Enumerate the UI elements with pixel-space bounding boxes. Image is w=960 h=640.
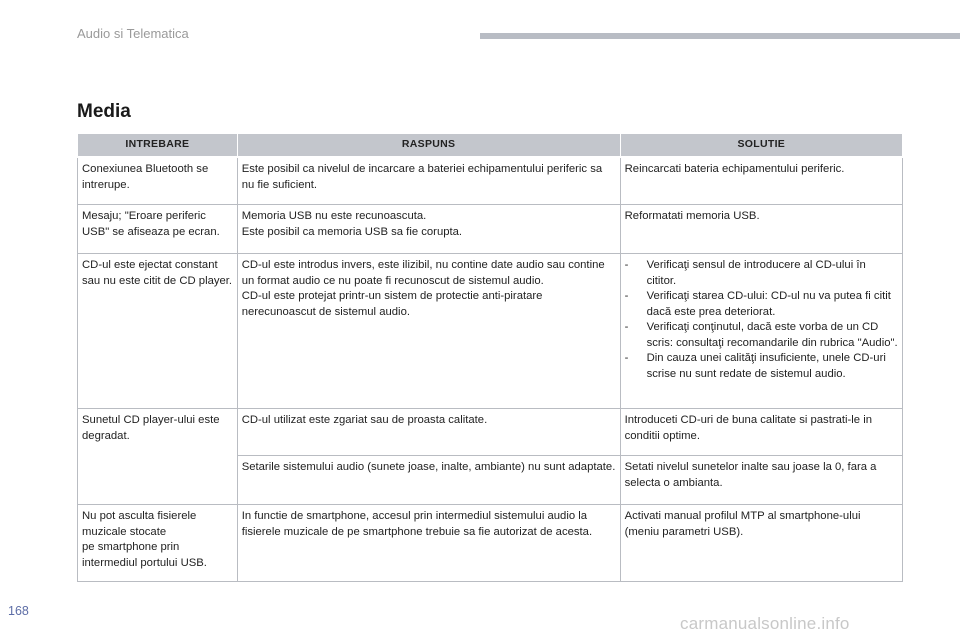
question-cell: Conexiunea Bluetooth se intrerupe.	[78, 157, 238, 205]
question-line: Nu pot asculta fisierele muzicale stocate	[82, 510, 197, 538]
solution-cell: Activati manual profilul MTP al smartphone-ului (meniu parametri USB).	[620, 505, 902, 582]
bullet-marker: -	[624, 321, 629, 333]
solution-bullet	[625, 351, 898, 382]
bullet-text: Din cauza unei calităţi insuficiente, unele CD-uri scrise nu sunt redate de sistemul audio.	[646, 352, 886, 380]
solution-cell: Introduceti CD-uri de buna calitate si pastrati-le in conditii optime.	[620, 409, 902, 456]
table-row	[78, 157, 903, 205]
answer-cell: CD-ul utilizat este zgariat sau de proasta calitate.	[237, 409, 620, 456]
answer-line: Memoria USB nu este recunoascuta.	[241, 210, 427, 222]
column-header-solution: SOLUTIE	[620, 134, 902, 158]
column-header-answer: RASPUNS	[237, 134, 620, 158]
header-section-title: Audio si Telematica	[77, 26, 189, 41]
question-line: pe smartphone prin intermediul portului USB.	[82, 541, 207, 569]
question-cell: Mesaju; "Eroare periferic USB" se afiseaza pe ecran.	[78, 205, 238, 254]
question-cell: Sunetul CD player-ului este degradat.	[78, 409, 238, 505]
page-title: Media	[77, 101, 131, 122]
solution-cell: Reformatati memoria USB.	[620, 205, 902, 254]
question-cell: CD-ul este ejectat constant sau nu este citit de CD player.	[78, 254, 238, 409]
table-row	[78, 409, 903, 456]
bullet-text: Verificaţi conţinutul, dacă este vorba de un CD scris: consultaţi recomandarile din rubrica "Audio".	[646, 321, 898, 349]
table-row	[78, 254, 903, 409]
solution-bullet	[625, 320, 898, 351]
answer-cell	[237, 205, 620, 254]
answer-line: CD-ul este introdus invers, este ilizibil, nu contine date audio sau contine un format audio ce nu poate fi recunoscut de sistemul audio.	[241, 259, 605, 287]
bullet-text: Verificaţi starea CD-ului: CD-ul nu va putea fi citit dacă este prea deteriorat.	[646, 290, 891, 318]
answer-cell	[237, 254, 620, 409]
column-header-question: INTREBARE	[78, 134, 238, 158]
solution-cell	[620, 254, 902, 409]
solution-bullet	[625, 289, 898, 320]
question-cell	[78, 505, 238, 582]
answer-cell: In functie de smartphone, accesul prin intermediul sistemului audio la fisierele muzicale de pe smartphone trebuie sa fie autorizat de acesta.	[237, 505, 620, 582]
bullet-marker: -	[624, 290, 629, 302]
solution-bullet	[625, 258, 898, 289]
page-number: 168	[8, 604, 29, 618]
watermark: carmanualsonline.info	[680, 614, 850, 633]
table-row	[78, 205, 903, 254]
solution-cell: Setati nivelul sunetelor inalte sau joase la 0, fara a selecta o ambianta.	[620, 456, 902, 505]
header-bar	[480, 33, 960, 39]
bullet-marker: -	[624, 259, 629, 271]
table-row	[78, 505, 903, 582]
answer-line: CD-ul este protejat printr-un sistem de protectie anti-piratare nerecunoascut de sistemul audio.	[241, 290, 543, 318]
answer-cell: Setarile sistemului audio (sunete joase, inalte, ambiante) nu sunt adaptate.	[237, 456, 620, 505]
troubleshooting-table	[77, 133, 903, 582]
bullet-marker: -	[624, 352, 629, 364]
answer-cell: Este posibil ca nivelul de incarcare a bateriei echipamentului periferic sa nu fie suficient.	[237, 157, 620, 205]
solution-cell: Reincarcati bateria echipamentului periferic.	[620, 157, 902, 205]
answer-line: Este posibil ca memoria USB sa fie corupta.	[241, 225, 463, 238]
bullet-text: Verificaţi sensul de introducere al CD-ului în cititor.	[646, 259, 866, 287]
